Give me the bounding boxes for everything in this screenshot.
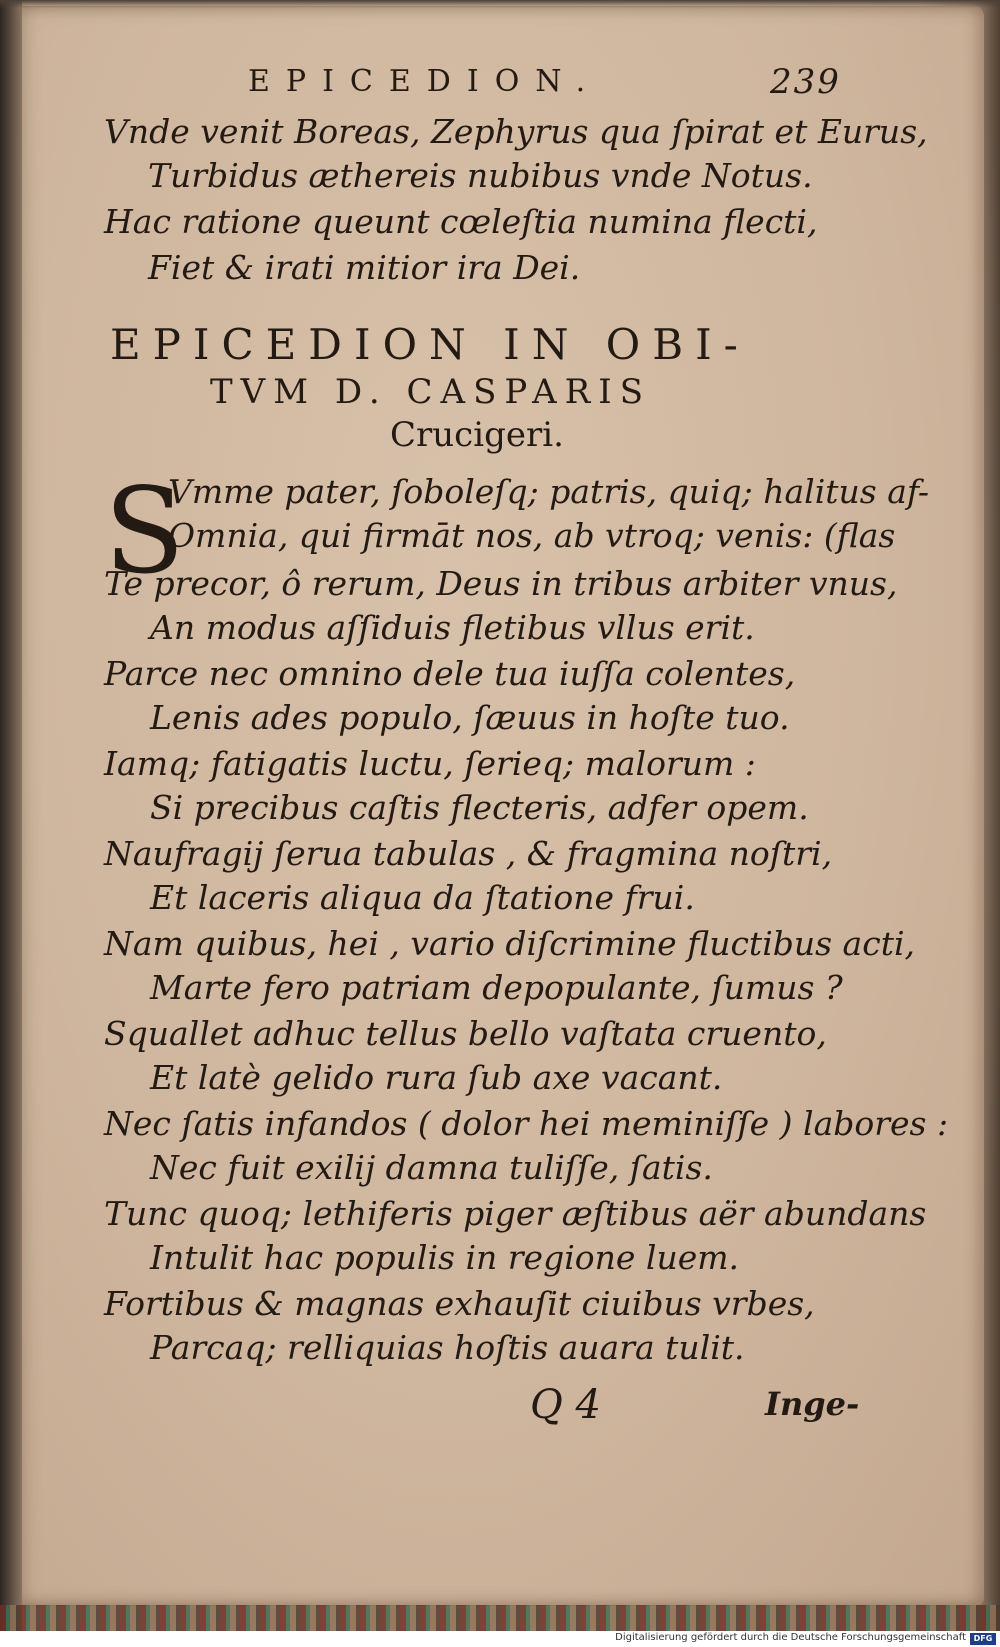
- verse-line: Hac ratione queunt cœleſtia numina flecti,: [104, 202, 818, 241]
- verse-line: Iamq; fatigatis luctu, ſerieq; malorum :: [104, 744, 756, 783]
- verse-line: Vnde venit Boreas, Zephyrus qua ſpirat et Eurus,: [104, 112, 928, 151]
- verse-line: Marte fero patriam depopulante, ſumus ?: [150, 968, 843, 1007]
- verse-line: Nec ſatis infandos ( dolor hei meminiſſe ) labores :: [104, 1104, 949, 1143]
- signature-mark: Q 4: [530, 1382, 601, 1428]
- top-edge-shadow: [0, 0, 1000, 8]
- dfg-logo: DFG: [970, 1633, 996, 1645]
- verse-line: Intulit hac populis in regione luem.: [150, 1238, 740, 1277]
- verse-line: An modus aſſiduis fletibus vllus erit.: [150, 608, 755, 647]
- running-head: EPICEDION.: [248, 64, 602, 99]
- verse-line: Te precor, ô rerum, Deus in tribus arbiter vnus,: [104, 564, 898, 603]
- verse-line: Parce nec omnino dele tua iuſſa colentes,: [104, 654, 796, 693]
- verse-line: Et laceris aliqua da ſtatione frui.: [150, 878, 695, 917]
- verse-line: Turbidus æthereis nubibus vnde Notus.: [148, 156, 813, 195]
- verse-line: Vmme pater, ſoboleſq; patris, quiq; halitus af-: [168, 472, 930, 511]
- poem-title-line-1: EPICEDION IN OBI-: [110, 320, 750, 369]
- verse-line: Omnia, qui firmāt nos, ab vtroq; venis: (flas: [168, 516, 896, 555]
- book-binding: [0, 0, 22, 1647]
- verse-line: Nec fuit exilij damna tuliſſe, ſatis.: [150, 1148, 713, 1187]
- verse-line: Et latè gelido rura ſub axe vacant.: [150, 1058, 723, 1097]
- verse-line: Fortibus & magnas exhauſit ciuibus vrbes,: [104, 1284, 815, 1323]
- verse-line: Nam quibus, hei , vario diſcrimine fluctibus acti,: [104, 924, 916, 963]
- verse-line: Tunc quoq; lethiferis piger æſtibus aër abundans: [104, 1194, 927, 1233]
- verse-line: Squallet adhuc tellus bello vaſtata cruento,: [104, 1014, 827, 1053]
- verse-line: Si precibus caſtis flecteris, adfer opem.: [150, 788, 809, 827]
- bottom-cover-edge: [0, 1605, 1000, 1631]
- verse-line: Naufragij ſerua tabulas , & fragmina noſtri,: [104, 834, 833, 873]
- poem-title-line-3: Crucigeri.: [390, 415, 564, 455]
- catchword: Inge-: [765, 1385, 860, 1423]
- digitization-credit: Digitalisierung gefördert durch die Deutsche Forschungsgemeinschaft: [615, 1632, 966, 1643]
- verse-line: Parcaq; relliquias hoſtis auara tulit.: [150, 1328, 745, 1367]
- poem-title-line-2: TVM D. CASPARIS: [210, 372, 652, 412]
- verse-line: Lenis ades populo, ſæuus in hoſte tuo.: [150, 698, 790, 737]
- page-number: 239: [770, 62, 841, 102]
- verse-line: Fiet & irati mitior ira Dei.: [148, 248, 581, 287]
- drop-capital: S: [104, 462, 185, 600]
